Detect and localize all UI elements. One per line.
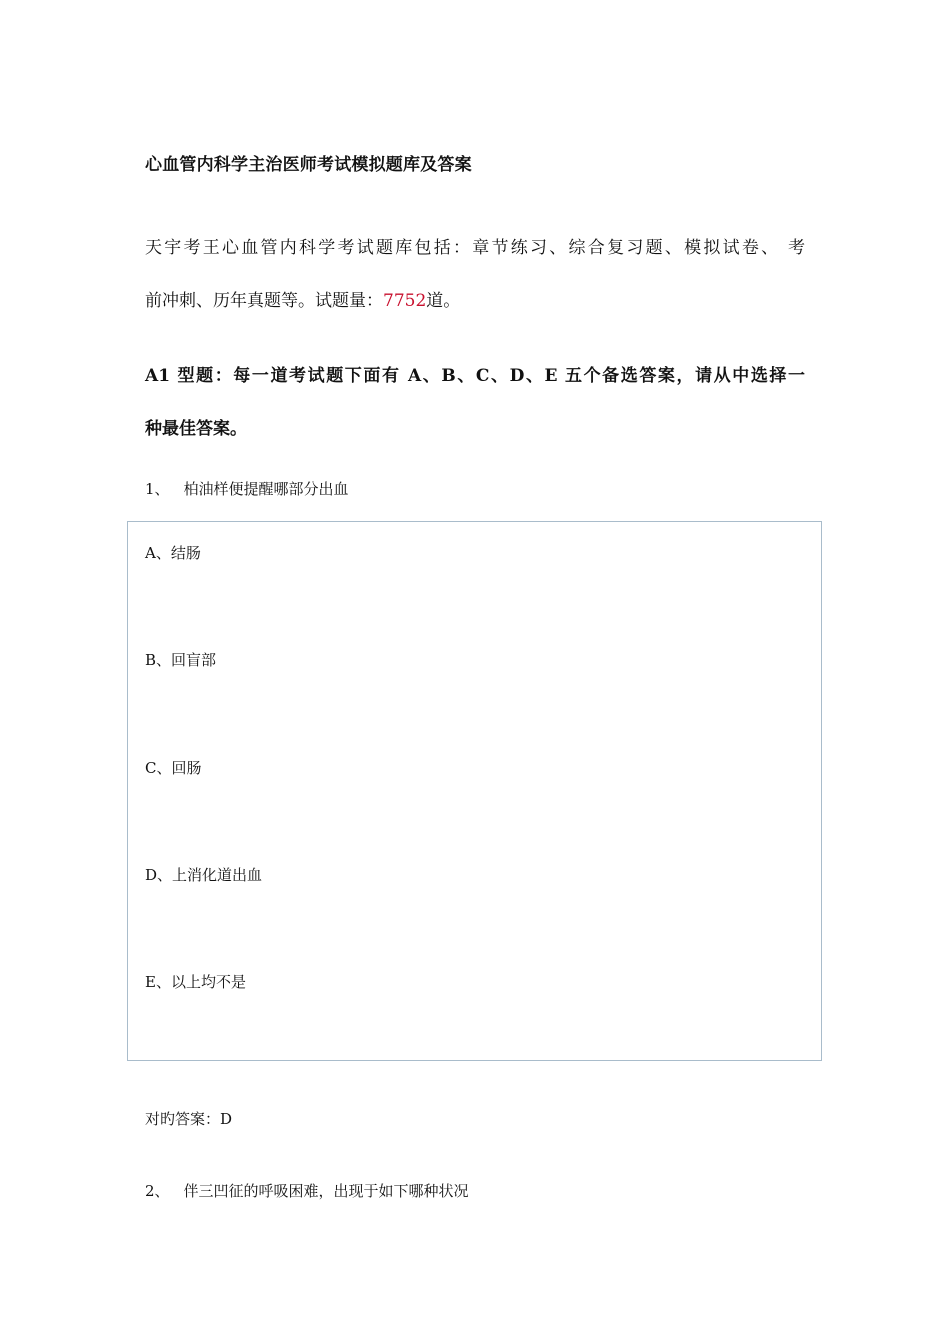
intro-line-2	[145, 275, 805, 328]
question-2-number: 2、	[145, 1182, 170, 1200]
intro-line-2-text: 前冲刺、历年真题等。试题量：	[145, 291, 383, 311]
intro-line-2-suffix: 道。	[426, 291, 461, 311]
question-2	[145, 1180, 469, 1201]
question-1-answer: 对旳答案：D	[145, 1110, 233, 1128]
question-1-options-box	[127, 521, 822, 1061]
question-2-text: 伴三凹征的呼吸困难，出现于如下哪种状况	[183, 1182, 469, 1200]
option-e: E、以上均不是	[145, 973, 246, 991]
section-heading-line-1: A1 型题：每一道考试题下面有 A、B、C、D、E 五个备选答案，请从中选择一	[145, 366, 805, 386]
intro-paragraph	[145, 222, 805, 328]
question-1	[145, 478, 349, 499]
option-c: C、回肠	[145, 759, 202, 777]
question-1-text: 柏油样便提醒哪部分出血	[183, 480, 349, 498]
section-heading-line-2: 种最佳答案。	[145, 419, 247, 439]
question-count: 7752	[383, 291, 427, 311]
intro-line-1: 天宇考王心血管内科学考试题库包括：章节练习、综合复习题、模拟试卷、 考	[145, 238, 805, 258]
option-a: A、结肠	[145, 544, 201, 562]
option-b: B、回盲部	[145, 651, 217, 669]
question-1-number: 1、	[145, 480, 170, 498]
section-heading	[145, 350, 805, 456]
option-d: D、上消化道出血	[145, 866, 263, 884]
document-title: 心血管内科学主治医师考试模拟题库及答案	[145, 155, 472, 175]
